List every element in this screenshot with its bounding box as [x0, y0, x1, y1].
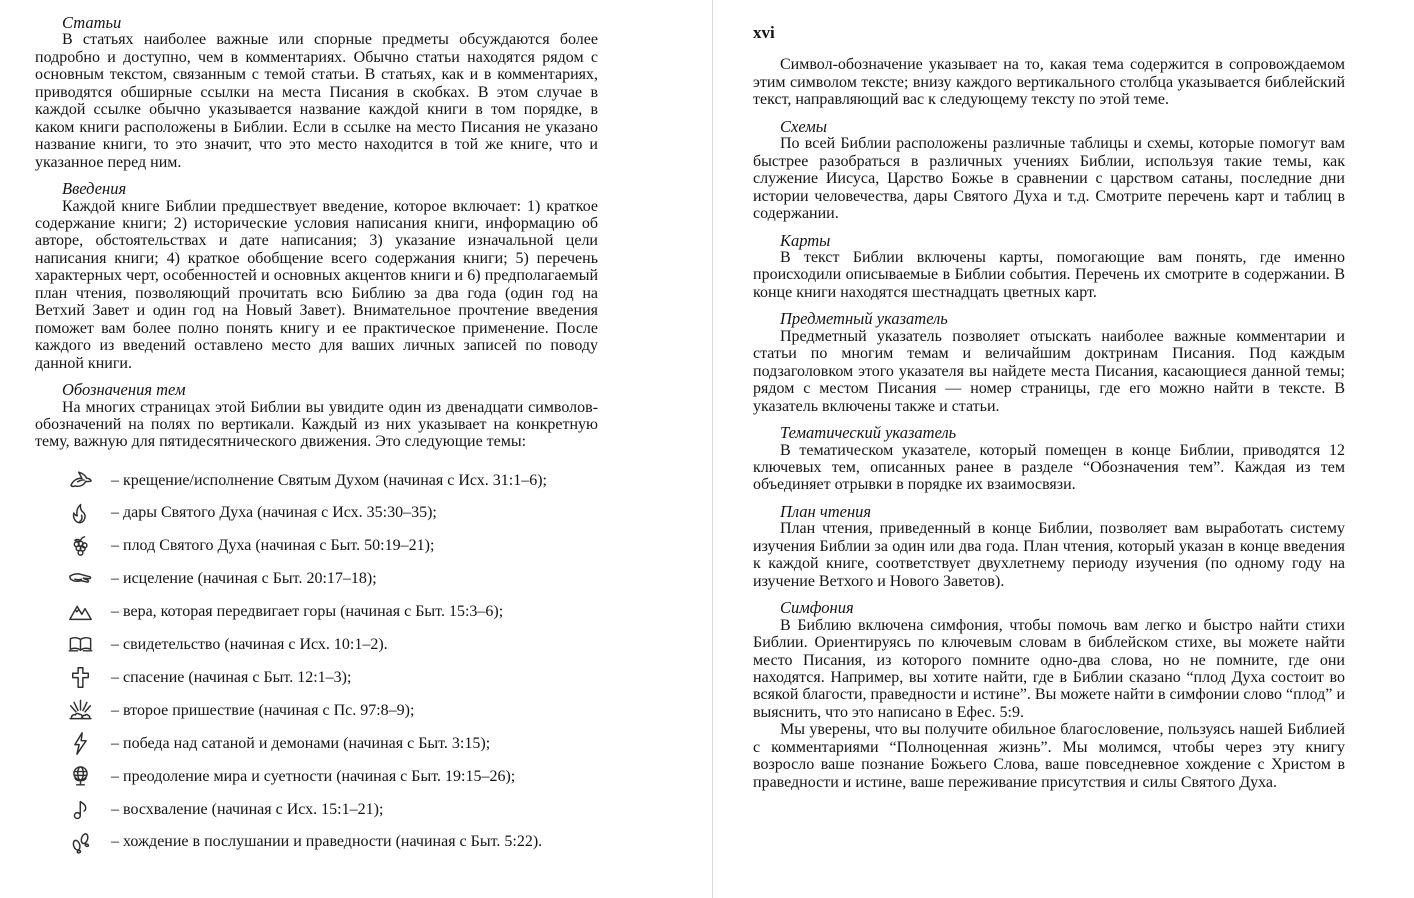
page-number: xvi [753, 23, 775, 42]
section-paragraph: В Библию включена симфония, чтобы помочь вам легко и быстро найти стихи Библии. Ориентируясь по ключевым словам в библейском стихе, вы можете найти место Писания, из которого помните одно-два слова, но не помните, где они находятся. Например, вы хотите найти, где в Библии сказано “плод Духа состоит во всякой благости, праведности и истине”. Вы можете найти в симфонии слово “плод” и выяснить, что это написано в Ефес. 5:9. [753, 616, 1345, 721]
legend-label: – спасение (начиная с Быт. 12:1–3); [111, 668, 352, 686]
legend-item [35, 497, 598, 530]
legend-label: – крещение/исполнение Святым Духом (начиная с Исх. 31:1–6); [111, 471, 547, 489]
legend-item [35, 826, 598, 859]
page-right [753, 24, 1345, 791]
sunrise-icon [61, 697, 99, 724]
section-thematic-index [753, 424, 1345, 494]
legend-label: – вера, которая передвигает горы (начиная с Быт. 15:3–6); [111, 603, 504, 621]
dove-icon [61, 467, 99, 494]
mountains-icon [61, 598, 99, 625]
healing-hand-icon [61, 565, 99, 592]
music-note-icon [61, 796, 99, 823]
section-paragraph: В статьях наиболее важные или спорные предметы обсуждаются более подробно и доступно, чем в комментариях. Обычно статьи находятся рядом с основным текстом, связанным с темой статьи. В статьях, как и в комментариях, приводятся обширные ссылки на места Писания в скобках. В этом случае в каждой ссылке обычно указывается название каждой книги в том порядке, в каком книги расположены в Библии. Если в ссылке на место Писания не указано название книги, то это значит, что это место находится в той же книге, что и указанное перед ним. [35, 31, 598, 171]
section-heading: Введения [62, 179, 127, 199]
cross-icon [61, 664, 99, 691]
section-paragraph: Мы уверены, что вы получите обильное благословение, пользуясь нашей Библией с комментариями “Полноценная жизнь”. Мы молимся, чтобы через эту книгу возросло ваше познание Божьего Слова, ваше повседневное хождение с Христом в праведности и истине, ваше переживание присутствия и силы Святого Духа. [753, 721, 1345, 791]
legend-item [35, 563, 598, 596]
section-introductions [35, 180, 598, 372]
intro-paragraph: Символ-обозначение указывает на то, какая тема содержится в сопровождаемом этим символом тексте; внизу каждого вертикального столбца указывается библейский текст, направляющий вас к следующему тексту по этой теме. [753, 56, 1345, 109]
symbol-legend [35, 464, 598, 859]
footprints-icon [61, 829, 99, 856]
legend-item [35, 760, 598, 793]
section-paragraph: В текст Библии включены карты, помогающие вам понять, где именно происходили описываемые в Библии события. Перечень их смотрите в содержании. В конце книги находятся шестнадцать цветных карт. [753, 248, 1345, 301]
globe-icon [61, 763, 99, 790]
section-heading: Предметный указатель [780, 309, 948, 329]
legend-item [35, 727, 598, 760]
section-paragraph: Предметный указатель позволяет отыскать наиболее важные комментарии и статьи по многим темам и величайшим доктринам Писания. Под каждым подзаголовком этого указателя вы найдете места Писания, касающиеся данной темы; рядом с местом Писания — номер страницы, где его можно найти в тексте. В указатель включены также и статьи. [753, 327, 1345, 415]
section-articles [35, 14, 598, 171]
legend-label: – второе пришествие (начиная с Пс. 97:8–9); [111, 701, 415, 719]
section-theme-symbols [35, 381, 598, 451]
section-heading: Симфония [780, 598, 854, 618]
page-left [35, 14, 598, 859]
legend-item [35, 530, 598, 563]
legend-label: – хождение в послушании и праведности (начиная с Быт. 5:22). [111, 833, 543, 851]
legend-item [35, 694, 598, 727]
section-heading: План чтения [780, 501, 872, 521]
section-heading: Тематический указатель [780, 423, 957, 443]
legend-label: – дары Святого Духа (начиная с Исх. 35:30–35); [111, 504, 437, 522]
section-paragraph: По всей Библии расположены различные таблицы и схемы, которые помогут вам быстрее разобраться в различных учениях Библии, используя такие темы, как служение Иисуса, Царство Божье в сравнении с царством сатаны, последние дни истории человечества, дары Святого Духа и т.д. Смотрите перечень карт и таблиц в содержании. [753, 135, 1345, 223]
legend-item [35, 793, 598, 826]
legend-item [35, 464, 598, 497]
section-maps [753, 232, 1345, 302]
legend-label: – исцеление (начиная с Быт. 20:17–18); [111, 570, 377, 588]
section-paragraph: План чтения, приведенный в конце Библии, позволяет вам выработать систему изучения Библии за один или два года. План чтения, который указан в конце введения к каждой книге, соответствует двухлетнему периоду изучения (по одному году на изучение Ветхого и Нового Заветов). [753, 520, 1345, 590]
flame-icon [61, 500, 99, 527]
section-subject-index [753, 310, 1345, 415]
legend-label: – плод Святого Духа (начиная с Быт. 50:19–21); [111, 537, 435, 555]
legend-item [35, 661, 598, 694]
legend-item [35, 628, 598, 661]
legend-item [35, 595, 598, 628]
section-paragraph: Каждой книге Библии предшествует введение, которое включает: 1) краткое содержание книги; 2) исторические условия написания книги, информацию об авторе, обстоятельствах и дате написания; 3) указание изначальной цели написания книги; 4) краткое обобщение всего содержания книги; 5) перечень характерных черт, особенностей и основных акцентов книги и 6) предполагаемый план чтения, позволяющий прочитать всю Библию за два года (один год на Ветхий Завет и один год на Новый Завет). Внимательное прочтение введения поможет вам более полно понять книгу и ее практическое применение. После каждого из введений оставлено место для ваших личных записей по поводу данной книги. [35, 197, 598, 372]
section-heading: Схемы [780, 116, 827, 136]
section-paragraph: На многих страницах этой Библии вы увидите один из двенадцати символов-обозначений на полях по вертикали. Каждый из них указывает на конкретную тему, важную для пятидесятнического движения. Это следующие темы: [35, 398, 598, 451]
section-heading: Карты [780, 230, 831, 250]
section-charts [753, 118, 1345, 223]
page-gutter-divider [712, 0, 713, 898]
grapes-icon [61, 533, 99, 560]
section-reading-plan [753, 503, 1345, 590]
section-paragraph: В тематическом указателе, который помещен в конце Библии, приводятся 12 ключевых тем, описанных ранее в разделе “Обозначения тем”. Каждая из тем объединяет отрывки в порядке их взаимосвязи. [753, 441, 1345, 494]
section-heading: Статьи [62, 13, 122, 32]
legend-label: – преодоление мира и суетности (начиная с Быт. 19:15–26); [111, 767, 516, 785]
open-book-icon [61, 631, 99, 658]
legend-label: – свидетельство (начиная с Исх. 10:1–2). [111, 636, 388, 654]
section-concordance [753, 599, 1345, 791]
section-heading: Обозначения тем [62, 380, 186, 400]
legend-label: – победа над сатаной и демонами (начиная с Быт. 3:15); [111, 734, 491, 752]
legend-label: – восхваление (начиная с Исх. 15:1–21); [111, 800, 384, 818]
lightning-icon [61, 730, 99, 757]
